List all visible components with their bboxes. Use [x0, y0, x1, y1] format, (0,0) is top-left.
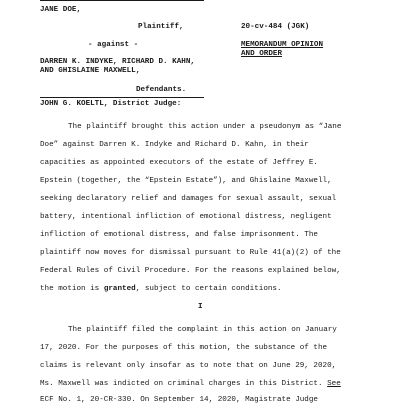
para2-line-5: ECF No. 1, 20-CR-330. On September 14, 2020, Magistrate Judge: [40, 396, 318, 404]
plaintiff-role: Plaintiff,: [138, 23, 184, 31]
para1-line-4: Epstein (together, the “Epstein Estate”), and Ghislaine Maxwell,: [40, 177, 332, 185]
ruling-granted: granted: [103, 285, 136, 293]
para1-line-1: The plaintiff brought this action under a pseudonym as “Jane: [68, 123, 342, 131]
para2-line-4: [40, 380, 341, 388]
doc-title-line-2: AND ORDER: [241, 50, 283, 58]
para1-line-10-post: , subject to certain conditions.: [135, 285, 282, 293]
para2-line-2: 17, 2020. For the purposes of this motion, the substance of the: [40, 344, 328, 352]
para1-line-5: seeking declaratory relief and damages for sexual assault, sexual: [40, 195, 337, 203]
section-heading: I: [198, 303, 203, 311]
para1-line-2: Doe” against Darren K. Indyke and Richard D. Kahn, in their: [40, 141, 309, 149]
plaintiff-name: JANE DOE,: [40, 6, 82, 14]
para2-line-4-text: Ms. Maxwell was indicted on criminal charges in this District.: [40, 380, 323, 388]
see-citation-link[interactable]: See: [327, 380, 341, 388]
defendants-line-1: DARREN K. INDYKE, RICHARD D. KAHN,: [40, 58, 195, 66]
caption-bottom-rule: [40, 97, 204, 98]
para1-line-8: plaintiff now moves for dismissal pursuant to Rule 41(a)(2) of the: [40, 249, 341, 257]
doc-title-line-1: MEMORANDUM OPINION: [241, 41, 324, 49]
defendants-line-2: AND GHISLAINE MAXWELL,: [40, 67, 141, 75]
para1-line-10-pre: the motion is: [40, 285, 104, 293]
para1-line-3: capacities as appointed executors of the estate of Jeffrey E.: [40, 159, 318, 167]
para2-line-3: claims is relevant only insofar as to note that on June 29, 2020,: [40, 362, 337, 370]
caption-top-rule: [40, 0, 204, 1]
para2-line-1: The plaintiff filed the complaint in this action on January: [68, 326, 337, 334]
para1-line-9: Federal Rules of Civil Procedure. For the reasons explained below,: [40, 267, 341, 275]
judge-line: JOHN G. KOELTL, District Judge:: [40, 100, 182, 108]
case-number: 20-cv-484 (JGK): [241, 23, 310, 31]
para1-line-10: [40, 285, 282, 293]
para1-line-6: battery, intentional infliction of emotional distress, negligent: [40, 213, 332, 221]
para1-line-7: infliction of emotional distress, and false imprisonment. The: [40, 231, 318, 239]
versus-label: - against -: [88, 41, 139, 49]
defendants-role: Defendants.: [136, 86, 187, 94]
